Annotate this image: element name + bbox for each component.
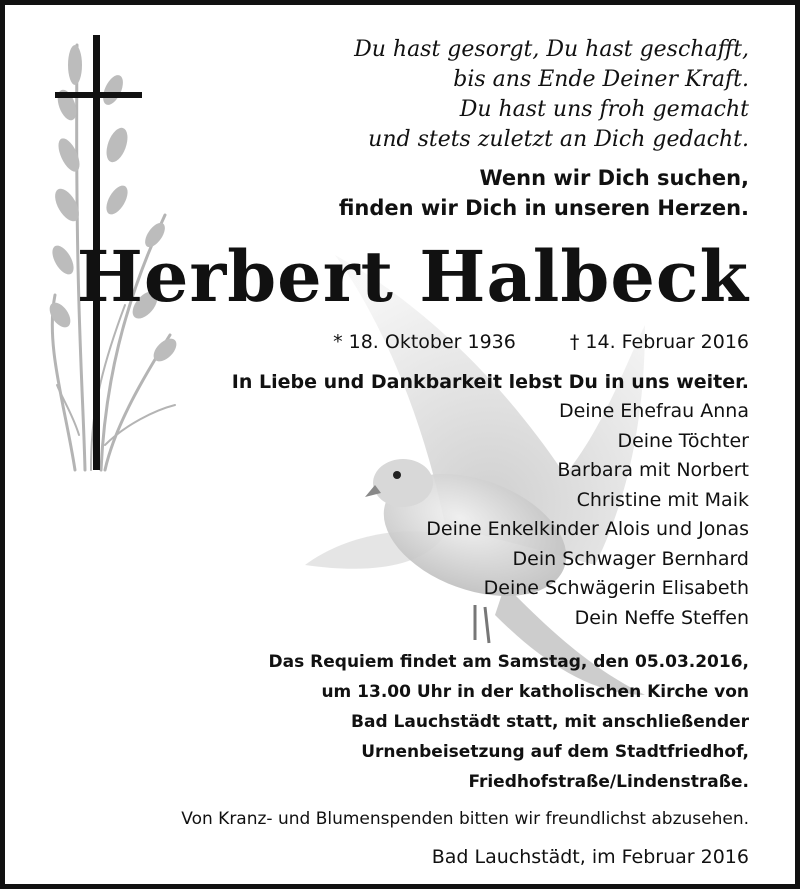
requiem-line: Urnenbeisetzung auf dem Stadtfriedhof, [361, 742, 749, 762]
requiem-line: Bad Lauchstädt statt, mit anschließender [351, 712, 749, 732]
motto-line: finden wir Dich in unseren Herzen. [338, 196, 749, 220]
mourner: Christine mit Maik [576, 488, 749, 511]
requiem-announcement [269, 647, 749, 797]
mourner: Dein Neffe Steffen [574, 606, 749, 629]
mourner: Deine Enkelkinder Alois und Jonas [426, 518, 749, 540]
death-date: † 14. Februar 2016 [569, 331, 749, 353]
motto-line: Wenn wir Dich suchen, [479, 166, 749, 190]
mourners-list [426, 397, 749, 633]
poem-line: bis ans Ende Deiner Kraft. [453, 67, 749, 92]
flowers-note: Von Kranz- und Blumenspenden bitten wir freundlichst abzusehen. [181, 809, 749, 829]
mourner: Deine Ehefrau Anna [558, 400, 749, 422]
requiem-line: Friedhofstraße/Lindenstraße. [468, 772, 749, 792]
poem-line: Du hast uns froh gemacht [459, 97, 749, 122]
memorial-motto [339, 163, 749, 223]
poem-line: und stets zuletzt an Dich gedacht. [368, 127, 749, 152]
memorial-poem [354, 35, 749, 155]
poem-line: Du hast gesorgt, Du hast geschafft, [354, 37, 749, 62]
mourner: Deine Töchter [617, 429, 749, 452]
mourner: Dein Schwager Bernhard [512, 547, 749, 570]
life-dates [333, 327, 749, 357]
requiem-line: Das Requiem findet am Samstag, den 05.03.2016, [268, 652, 749, 672]
place-and-date: Bad Lauchstädt, im Februar 2016 [431, 846, 749, 868]
requiem-line: um 13.00 Uhr in der katholischen Kirche von [321, 682, 749, 702]
dedication-line: In Liebe und Dankbarkeit lebst Du in uns weiter. [231, 371, 749, 393]
mourner: Barbara mit Norbert [557, 459, 749, 481]
mourner: Deine Schwägerin Elisabeth [483, 577, 749, 599]
birth-date: * 18. Oktober 1936 [333, 331, 516, 353]
deceased-name: Herbert Halbeck [76, 235, 749, 318]
